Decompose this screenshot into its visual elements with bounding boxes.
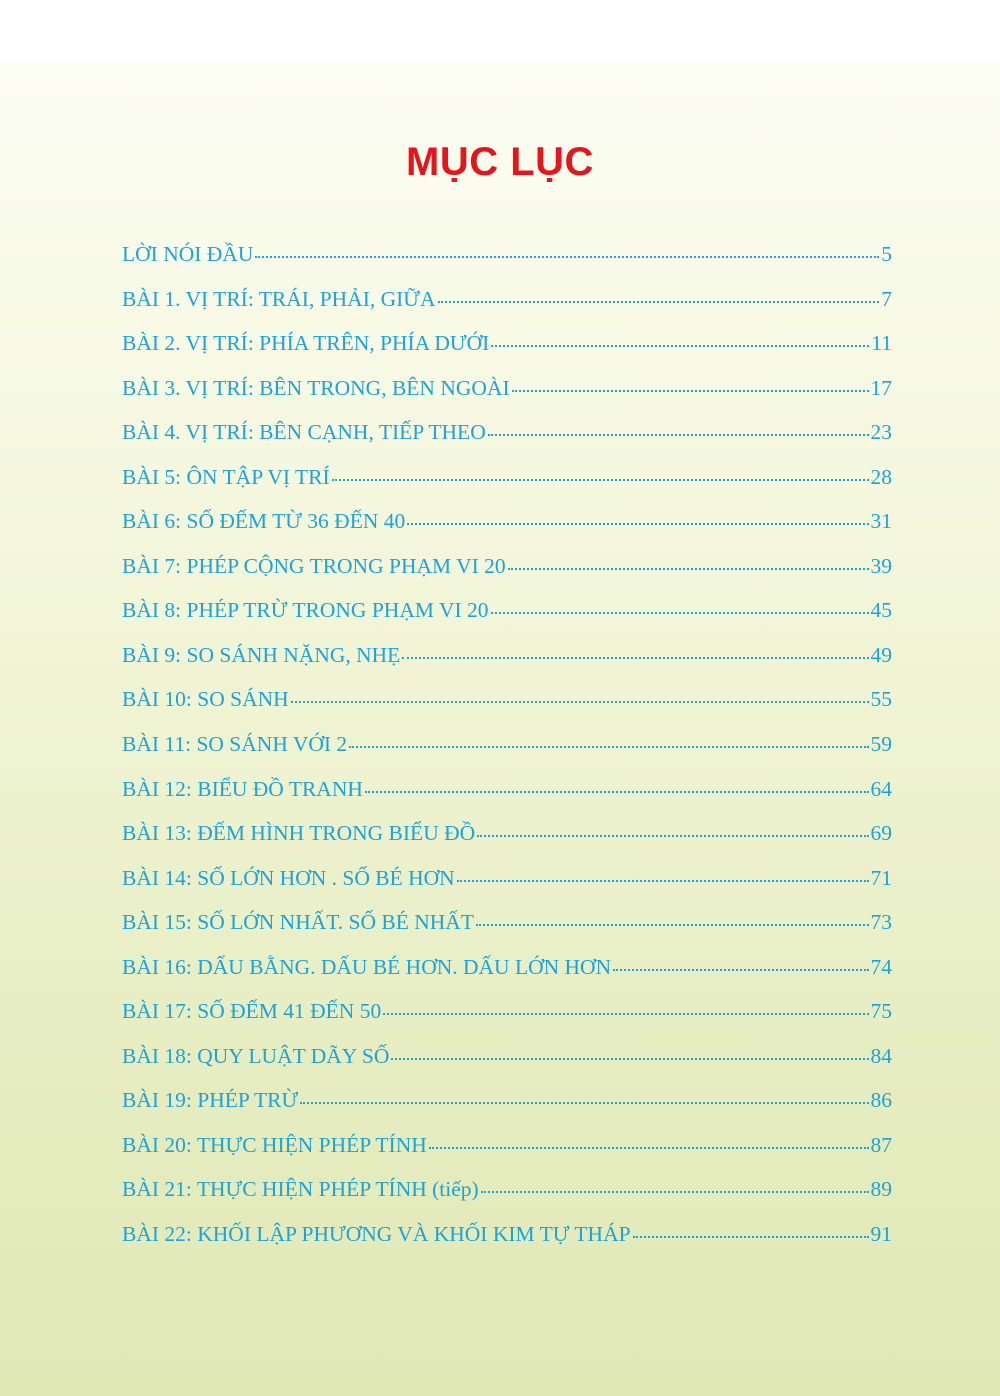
toc-dot-leader: [613, 969, 868, 971]
toc-dot-leader: [481, 1191, 869, 1193]
toc-dot-leader: [512, 390, 869, 392]
toc-entry-label: BÀI 18: QUY LUẬT DÃY SỐ: [122, 1043, 390, 1068]
toc-dot-leader: [508, 568, 869, 570]
toc-entry[interactable]: [122, 465, 892, 510]
toc-entry-label: BÀI 15: SỐ LỚN NHẤT. SỐ BÉ NHẤT: [122, 910, 474, 935]
toc-dot-leader: [491, 612, 869, 614]
toc-dot-leader: [255, 256, 879, 258]
toc-entry[interactable]: [122, 955, 892, 1000]
toc-dot-leader: [488, 434, 869, 436]
toc-entry-page-number: 59: [870, 732, 892, 757]
toc-entry-label: BÀI 21: THỰC HIỆN PHÉP TÍNH (tiếp): [122, 1177, 479, 1202]
toc-entry[interactable]: [122, 598, 892, 643]
toc-entry-label: BÀI 22: KHỐI LẬP PHƯƠNG VÀ KHỐI KIM TỰ THÁP: [122, 1222, 631, 1247]
toc-entry-page-number: 17: [870, 375, 892, 400]
toc-entry-label: BÀI 13: ĐẾM HÌNH TRONG BIỂU ĐỒ: [122, 821, 476, 846]
toc-dot-leader: [291, 701, 869, 703]
toc-entry[interactable]: [122, 777, 892, 822]
toc-entry[interactable]: [122, 866, 892, 911]
toc-entry-label: BÀI 3. VỊ TRÍ: BÊN TRONG, BÊN NGOÀI: [122, 375, 510, 400]
toc-entry-label: BÀI 20: THỰC HIỆN PHÉP TÍNH: [122, 1132, 427, 1157]
toc-dot-leader: [476, 924, 869, 926]
toc-entry-page-number: 86: [870, 1088, 892, 1113]
toc-dot-leader: [332, 479, 869, 481]
toc-entry[interactable]: [122, 643, 892, 688]
table-of-contents: [122, 242, 892, 1267]
toc-entry-page-number: 84: [870, 1043, 892, 1068]
toc-entry-page-number: 11: [871, 331, 892, 356]
toc-dot-leader: [407, 523, 868, 525]
toc-entry-label: BÀI 2. VỊ TRÍ: PHÍA TRÊN, PHÍA DƯỚI: [122, 331, 490, 356]
toc-entry-page-number: 23: [870, 420, 892, 445]
toc-entry-label: BÀI 8: PHÉP TRỪ TRONG PHẠM VI 20: [122, 598, 489, 623]
toc-entry-label: BÀI 5: ÔN TẬP VỊ TRÍ: [122, 464, 330, 489]
toc-dot-leader: [457, 880, 869, 882]
toc-entry-page-number: 31: [870, 509, 892, 534]
toc-dot-leader: [383, 1013, 868, 1015]
toc-entry-page-number: 28: [870, 464, 892, 489]
toc-entry[interactable]: [122, 1088, 892, 1133]
toc-entry-page-number: 71: [870, 865, 892, 890]
toc-entry-page-number: 91: [870, 1222, 892, 1247]
toc-dot-leader: [365, 791, 869, 793]
page-title: MỤC LỤC: [406, 140, 594, 184]
toc-entry-label: BÀI 10: SO SÁNH: [122, 687, 289, 712]
toc-entry[interactable]: [122, 732, 892, 777]
toc-entry-label: BÀI 1. VỊ TRÍ: TRÁI, PHẢI, GIỮA: [122, 286, 436, 311]
toc-dot-leader: [477, 835, 868, 837]
toc-entry[interactable]: [122, 554, 892, 599]
toc-dot-leader: [349, 746, 868, 748]
page-corner-left: [0, 0, 30, 62]
toc-entry-label: BÀI 7: PHÉP CỘNG TRONG PHẠM VI 20: [122, 553, 506, 578]
toc-entry-page-number: 75: [870, 999, 892, 1024]
toc-entry-label: BÀI 17: SỐ ĐẾM 41 ĐẾN 50: [122, 999, 382, 1024]
toc-entry-page-number: 89: [870, 1177, 892, 1202]
toc-entry-label: BÀI 11: SO SÁNH VỚI 2: [122, 732, 348, 757]
toc-entry[interactable]: [122, 1133, 892, 1178]
toc-dot-leader: [429, 1147, 869, 1149]
toc-dot-leader: [391, 1058, 868, 1060]
toc-entry[interactable]: [122, 242, 892, 287]
toc-entry-label: LỜI NÓI ĐẦU: [122, 242, 254, 266]
toc-dot-leader: [491, 345, 869, 347]
toc-entry[interactable]: [122, 687, 892, 732]
toc-entry[interactable]: [122, 331, 892, 376]
toc-entry-page-number: 45: [870, 598, 892, 623]
toc-entry[interactable]: [122, 1222, 892, 1267]
toc-entry[interactable]: [122, 910, 892, 955]
toc-entry[interactable]: [122, 287, 892, 332]
toc-entry[interactable]: [122, 509, 892, 554]
toc-entry-page-number: 69: [870, 821, 892, 846]
page-corner-right: [970, 0, 1000, 62]
toc-entry-page-number: 74: [870, 954, 892, 979]
toc-entry-label: BÀI 6: SỐ ĐẾM TỪ 36 ĐẾN 40: [122, 509, 406, 534]
toc-entry-page-number: 73: [870, 910, 892, 935]
toc-entry-page-number: 49: [870, 642, 892, 667]
toc-dot-leader: [402, 657, 868, 659]
toc-entry-label: BÀI 14: SỐ LỚN HƠN . SỐ BÉ HƠN: [122, 865, 455, 890]
toc-entry[interactable]: [122, 821, 892, 866]
toc-entry-page-number: 87: [870, 1132, 892, 1157]
toc-entry-page-number: 55: [870, 687, 892, 712]
toc-entry-label: BÀI 12: BIỂU ĐỒ TRANH: [122, 776, 363, 801]
toc-entry-label: BÀI 9: SO SÁNH NẶNG, NHẸ: [122, 642, 401, 667]
toc-entry[interactable]: [122, 376, 892, 421]
toc-entry-label: BÀI 19: PHÉP TRỪ: [122, 1088, 299, 1113]
toc-entry-page-number: 39: [870, 553, 892, 578]
toc-entry-page-number: 5: [881, 242, 892, 266]
toc-entry[interactable]: [122, 1044, 892, 1089]
toc-dot-leader: [633, 1236, 869, 1238]
toc-entry[interactable]: [122, 420, 892, 465]
toc-dot-leader: [300, 1102, 868, 1104]
toc-entry-page-number: 64: [870, 776, 892, 801]
toc-entry[interactable]: [122, 1177, 892, 1222]
toc-entry-page-number: 7: [881, 286, 892, 311]
toc-entry-label: BÀI 16: DẤU BẰNG. DẤU BÉ HƠN. DẤU LỚN HƠN: [122, 954, 612, 979]
toc-entry-label: BÀI 4. VỊ TRÍ: BÊN CẠNH, TIẾP THEO: [122, 420, 486, 445]
toc-entry[interactable]: [122, 999, 892, 1044]
toc-dot-leader: [438, 301, 880, 303]
